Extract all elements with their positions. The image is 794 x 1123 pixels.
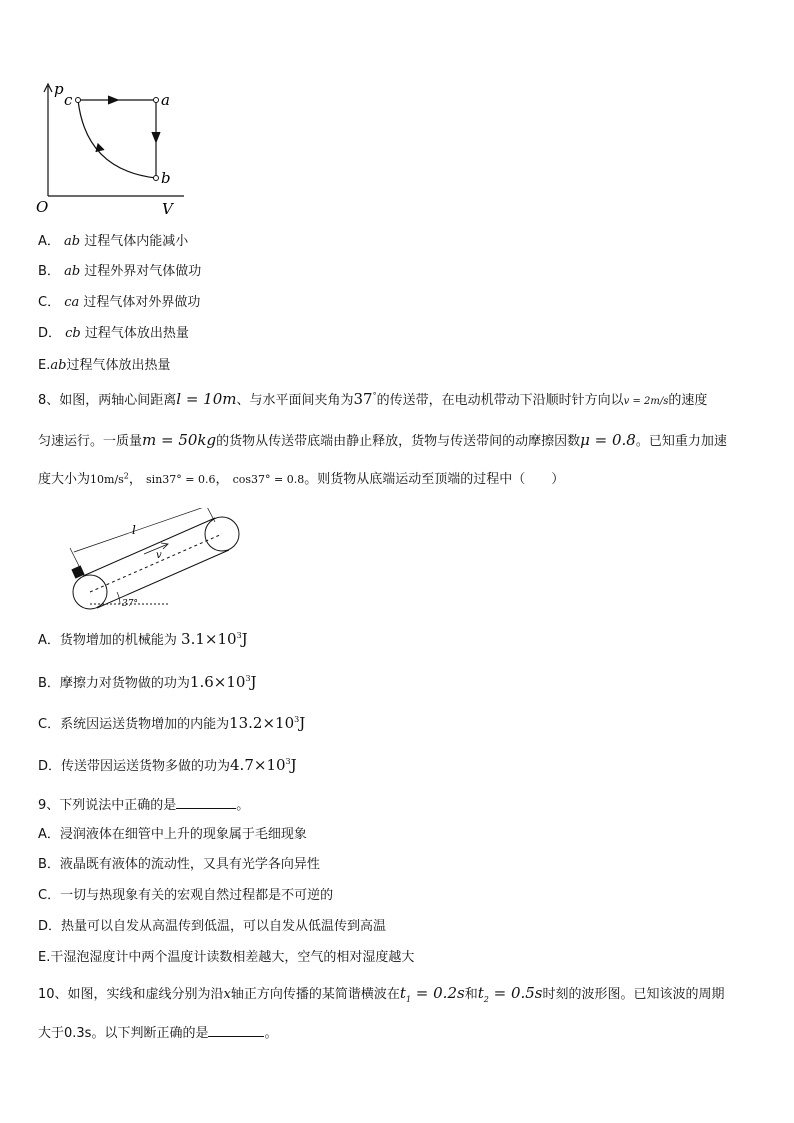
q7-option-a — [38, 230, 188, 249]
question-text: 大于0.3s。以下判断正确的是 — [38, 1026, 209, 1041]
process-label: ab — [64, 234, 81, 249]
process-label: ca — [64, 295, 80, 310]
q7-option-d — [38, 322, 189, 341]
value-mantissa: 13.2×10 — [229, 714, 295, 732]
q7-option-c — [38, 291, 200, 310]
text: 匀速运行。一质量 — [38, 434, 143, 449]
value-unit: J — [290, 756, 297, 774]
arrow-bc — [96, 144, 104, 152]
q7-option-e — [38, 354, 170, 373]
q8-stem-line3: 度大小为$10m/s^2$， sin37° = 0.6， cos37° = 0.8。则货物从底端运动至顶端的过程中（ ） — [38, 471, 565, 487]
curve-bc — [78, 100, 156, 178]
q9-option-c: C．一切与热现象有关的宏观自然过程都是不可逆的 — [38, 888, 334, 903]
text: 度大小为 — [38, 472, 91, 487]
text: 和 — [464, 987, 478, 1002]
value-unit: J — [241, 630, 248, 648]
text: 8、如图，两轴心间距离 — [38, 393, 177, 408]
text: 时刻的波形图。已知该波的周期 — [542, 987, 725, 1002]
q9-stem — [38, 794, 249, 813]
dim-tick-left — [70, 548, 80, 568]
text: 的传送带，在电动机带动下沿顺时针方向以 — [376, 393, 624, 408]
q10-stem-line1 — [38, 983, 725, 1002]
t1-symbol: t — [399, 984, 406, 1002]
answer-blank[interactable] — [176, 796, 236, 809]
option-text: 过程气体对外界做功 — [83, 295, 201, 310]
velocity-label: v — [156, 550, 162, 561]
angle-label: 37° — [122, 599, 138, 609]
option-value — [181, 630, 248, 648]
q8-stem-line1 — [38, 389, 707, 408]
q8-option-b — [38, 672, 257, 691]
axis-v-label: V — [162, 200, 173, 218]
option-prefix: B． — [38, 264, 60, 279]
process-label: ab — [50, 358, 67, 373]
option-value — [190, 673, 257, 691]
option-prefix: C． — [38, 295, 61, 310]
math-sin: sin37° = 0.6 — [146, 473, 216, 486]
text: 。则货物从底端运动至顶端的过程中（ ） — [304, 472, 565, 487]
point-a-label: a — [161, 91, 170, 109]
value-mantissa: 4.7×10 — [230, 756, 286, 774]
math-distance: l = 10m — [176, 390, 237, 408]
belt-upper — [83, 518, 215, 576]
option-text: C．系统因运送货物增加的内能为 — [38, 717, 230, 732]
math-x: x — [223, 987, 231, 1002]
point-b-dot — [154, 176, 159, 181]
value-unit: J — [250, 673, 257, 691]
text: 10、如图，实线和虚线分别为沿 — [38, 987, 224, 1002]
option-value — [230, 756, 297, 774]
value-exponent: 3 — [245, 674, 251, 683]
math-t2 — [478, 984, 543, 1002]
value-unit: J — [299, 714, 306, 732]
q8-option-c — [38, 713, 305, 732]
math-mu: μ = 0.8 — [580, 431, 636, 449]
axis-p-label: p — [54, 80, 64, 98]
math-cos: cos37° = 0.8 — [232, 473, 305, 486]
text: 。已知重力加速 — [635, 434, 727, 449]
point-c-label: c — [64, 91, 73, 109]
dim-line — [74, 508, 210, 552]
point-c-dot — [76, 98, 81, 103]
angle-value: 37 — [353, 390, 373, 408]
value-exponent: 3 — [285, 757, 291, 766]
origin-label: O — [36, 198, 49, 216]
t1-subscript: 1 — [405, 995, 412, 1004]
velocity-arrow-head — [161, 543, 168, 549]
length-label: l — [132, 523, 136, 537]
text: 的货物从传送带底端由静止释放，货物与传送带间的动摩擦因数 — [216, 434, 581, 449]
t2-subscript: 2 — [483, 995, 489, 1004]
question-end: 。 — [236, 798, 250, 813]
option-text: A．货物增加的机械能为 — [38, 633, 177, 648]
q9-option-d: D．热量可以自发从高温传到低温，可以自发从低温传到高温 — [38, 919, 387, 934]
option-text: 过程气体放出热量 — [84, 326, 189, 341]
t1-value: = 0.2s — [411, 984, 465, 1002]
math-mass: m = 50kg — [142, 431, 217, 449]
t2-value: = 0.5s — [488, 984, 543, 1002]
text: 的速度 — [668, 393, 708, 408]
question-end: 。 — [264, 1026, 278, 1041]
option-value — [229, 714, 305, 732]
text: 、与水平面间夹角为 — [236, 393, 354, 408]
q10-stem-line2 — [38, 1022, 277, 1041]
answer-blank[interactable] — [208, 1024, 264, 1037]
text: 轴正方向传播的某简谐横波在 — [230, 987, 400, 1002]
option-text: 过程气体放出热量 — [66, 358, 171, 373]
q9-option-a: A．浸润液体在细管中上升的现象属于毛细现象 — [38, 827, 307, 842]
process-label: ab — [64, 264, 81, 279]
option-prefix: D． — [38, 326, 62, 341]
option-text: 过程外界对气体做功 — [84, 264, 202, 279]
process-label: cb — [65, 326, 81, 341]
value-mantissa: 3.1×10 — [181, 630, 237, 648]
q9-option-e: E.干湿泡湿度计中两个温度计读数相差越大，空气的相对湿度越大 — [38, 950, 415, 965]
q8-stem-line2 — [38, 430, 727, 449]
math-speed: v = 2m/s — [623, 396, 669, 407]
arrow-ca — [108, 96, 118, 104]
q8-option-d — [38, 755, 297, 774]
gravity-value: 10m/s — [90, 473, 124, 486]
point-b-label: b — [161, 169, 171, 187]
q9-option-b: B．液晶既有液体的流动性，又具有光学各向异性 — [38, 857, 320, 872]
belt-lower — [97, 550, 229, 608]
option-prefix: A． — [38, 234, 60, 249]
centre-line — [90, 534, 222, 592]
point-a-dot — [154, 98, 159, 103]
q8-option-a — [38, 629, 248, 648]
q7-option-b — [38, 260, 201, 279]
option-text: D．传送带因运送货物多做的功为 — [38, 759, 231, 774]
math-gravity: $10m/s^2$ — [90, 471, 129, 486]
option-text: 过程气体内能减小 — [84, 234, 189, 249]
arrow-ab — [152, 132, 160, 142]
option-prefix: E. — [38, 358, 51, 373]
t2-symbol: t — [477, 984, 484, 1002]
question-text: 9、下列说法中正确的是 — [38, 798, 177, 813]
option-text: B．摩擦力对货物做的功为 — [38, 676, 190, 691]
pv-diagram — [34, 80, 194, 220]
conveyor-diagram — [60, 508, 260, 612]
math-angle: 37° — [353, 390, 377, 408]
value-exponent: 3 — [236, 631, 242, 640]
value-mantissa: 1.6×10 — [189, 673, 246, 691]
value-exponent: 3 — [294, 715, 300, 724]
math-t1 — [400, 984, 465, 1002]
